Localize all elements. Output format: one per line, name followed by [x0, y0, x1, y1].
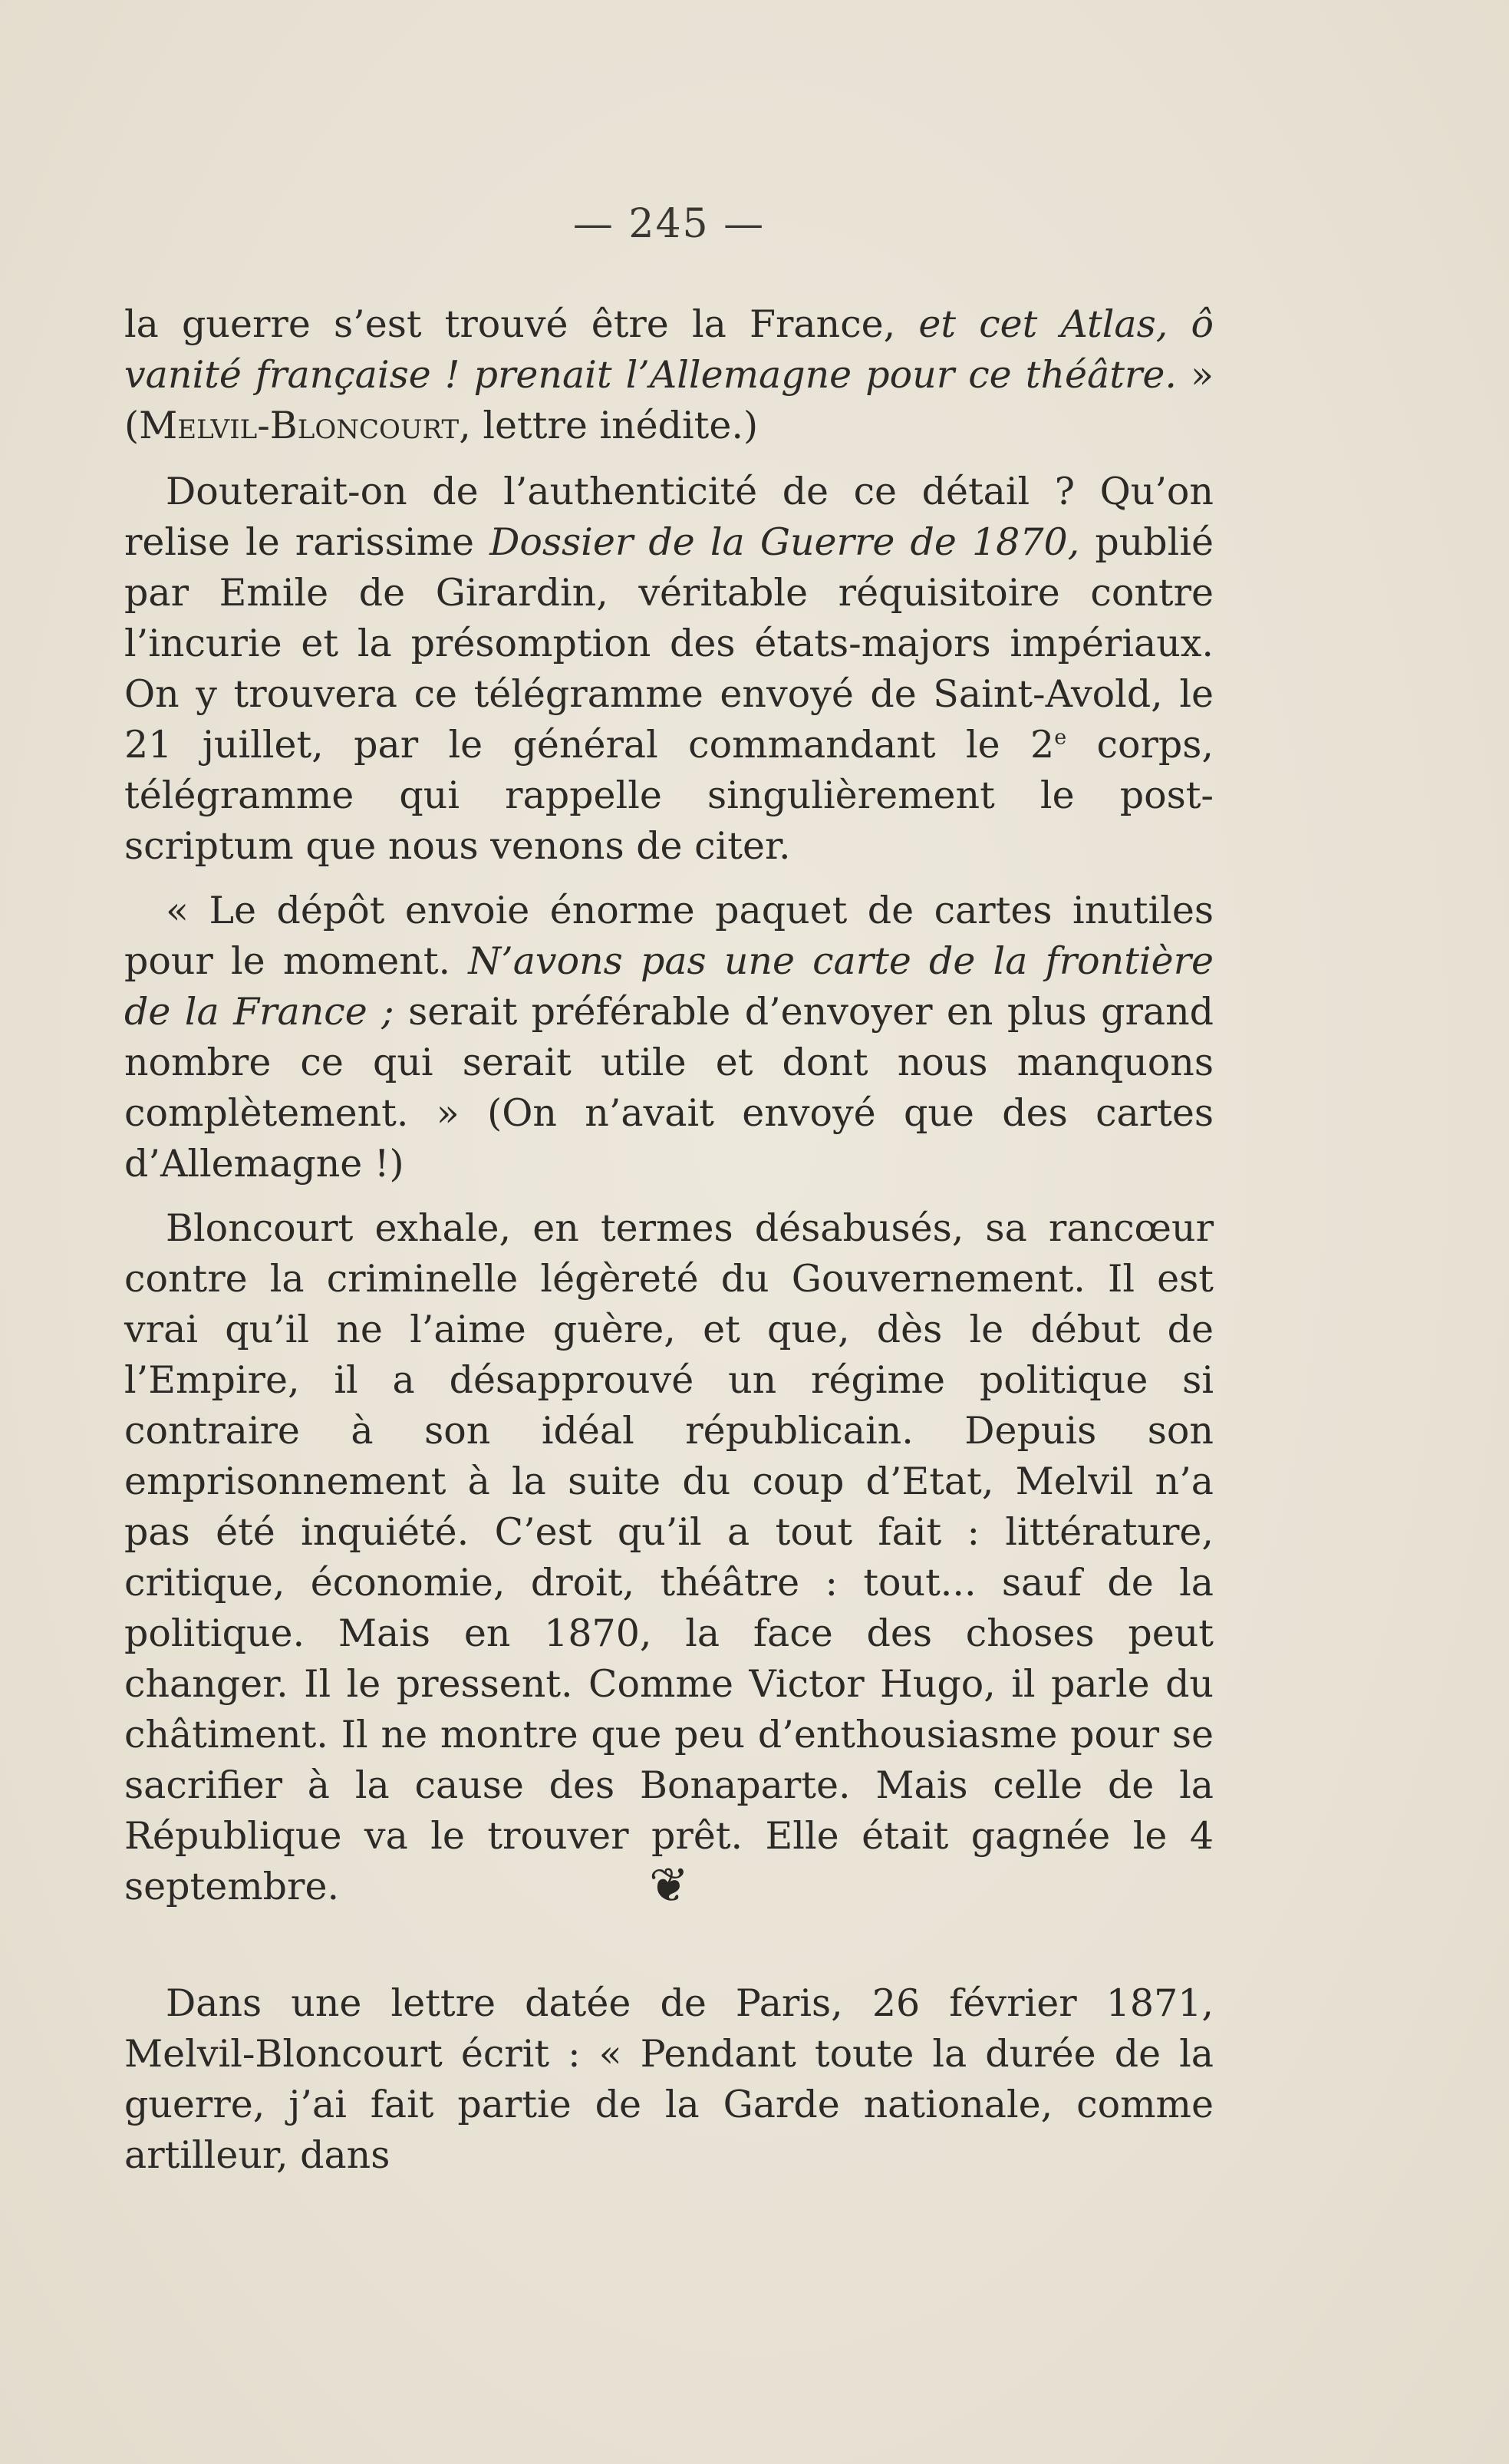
body-text — [124, 299, 1214, 1912]
fleuron-ornament-icon: ❦ — [649, 1857, 689, 1913]
p1-text-c: » ( — [124, 353, 1214, 447]
p2-book-title: Dossier de la Guerre de 1870, — [489, 520, 1080, 564]
p3-italic-text: N’avons pas une carte de la frontière de la France ; — [124, 939, 1214, 1034]
p1-text-e: , lettre inédite.) — [459, 404, 759, 447]
p3-text-c: serait préférable d’envoyer en plus grand nombre ce qui serait utile et dont nous manquons complètement. » (On n’avait envoyé que des cartes d’Allemagne !) — [124, 990, 1214, 1186]
p1-author-name: Melvil-Bloncourt — [139, 404, 460, 447]
p2-text-a: Douterait-on de l’authenticité de ce détail ? Qu’on relise le rarissime — [124, 470, 1214, 564]
paragraph-dossier — [124, 467, 1214, 872]
body-text-continued — [124, 1978, 1214, 2181]
p2-text-c: publié par Emile de Girardin, véritable réquisitoire contre l’incurie et la présomption des états-majors impériaux. On y trouvera ce télégramme envoyé de Saint-Avold, le 21 juillet, par le général commandant le 2 — [124, 520, 1214, 767]
paragraph-bloncourt: Bloncourt exhale, en termes désabusés, sa rancœur contre la criminelle légèreté du Gouvernement. Il est vrai qu’il ne l’aime guère, et que, dès le début de l’Empire, il a désapprouvé un régime politique si contraire à son idéal républicain. Depuis son emprisonnement à la suite du coup d’Etat, Melvil n’a pas été inquiété. C’est qu’il a tout fait : littérature, critique, économie, droit, théâtre : tout... sauf de la politique. Mais en 1870, la face des choses peut changer. Il le pressent. Comme Victor Hugo, il parle du châtiment. Il ne montre que peu d’enthousiasme pour se sacrifier à la cause des Bonaparte. Mais celle de la République va le trouver prêt. Elle était gagnée le 4 septembre. — [124, 1206, 1214, 1908]
paragraph-letter: Dans une lettre datée de Paris, 26 février 1871, Melvil-Bloncourt écrit : « Pendant toute la durée de la guerre, j’ai fait partie de la Garde nationale, comme artilleur, dans — [124, 1981, 1214, 2177]
p2-superscript: e — [1054, 725, 1067, 750]
p3-text-a: « Le dépôt envoie énorme paquet de cartes inutiles pour le moment. — [124, 889, 1214, 983]
page-number: — 245 — — [572, 201, 766, 247]
paragraph-continuation — [124, 299, 1214, 451]
p2-text-d: corps, télégramme qui rappelle singulièrement le post-scriptum que nous venons de citer. — [124, 723, 1214, 868]
paragraph-telegram-quote — [124, 886, 1214, 1189]
p1-text-a: la guerre s’est trouvé être la France, — [124, 302, 919, 346]
p1-italic-quote: et cet Atlas, ô vanité française ! prenait l’Allemagne pour ce théâtre. — [124, 302, 1214, 397]
